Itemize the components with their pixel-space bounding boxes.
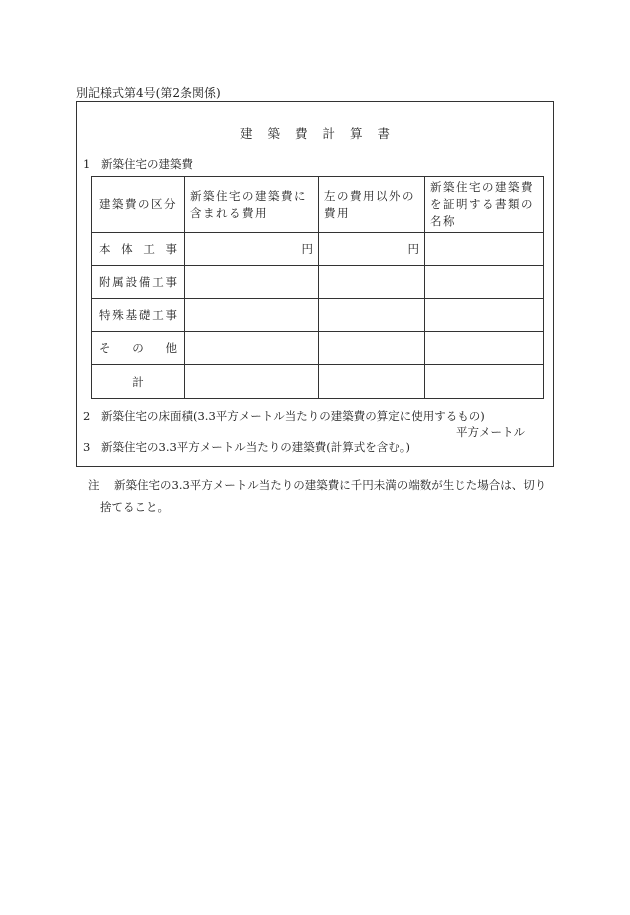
table-row <box>92 233 544 266</box>
table-row <box>92 266 544 299</box>
section-3-heading <box>83 439 410 455</box>
total-included-field[interactable] <box>185 365 319 399</box>
header-document-name: 新築住宅の建築費を証明する書類の名称 <box>425 177 544 233</box>
total-other-field[interactable] <box>319 365 425 399</box>
form-label: 別記様式第4号(第2条関係) <box>76 86 221 100</box>
table-header-row <box>92 177 544 233</box>
row-label-equipment: 附属設備工事 <box>92 266 185 299</box>
row-label-total: 計 <box>92 365 185 399</box>
equipment-other-field[interactable] <box>319 266 425 299</box>
section-2-label: 新築住宅の床面積(3.3平方メートル当たりの建築費の算定に使用するもの) <box>101 409 485 423</box>
header-other-costs: 左の費用以外の費用 <box>319 177 425 233</box>
table-row <box>92 299 544 332</box>
section-3-label: 新築住宅の3.3平方メートル当たりの建築費(計算式を含む。) <box>101 440 411 454</box>
foundation-included-field[interactable] <box>185 299 319 332</box>
row-label-special-foundation: 特殊基礎工事 <box>92 299 185 332</box>
main-construction-included-field[interactable]: 円 <box>185 233 319 266</box>
document-frame <box>76 101 554 467</box>
foundation-document-field[interactable] <box>425 299 544 332</box>
foundation-other-field[interactable] <box>319 299 425 332</box>
section-3-number: 3 <box>83 440 91 454</box>
header-category: 建築費の区分 <box>92 177 185 233</box>
document-title: 建築費計算書 <box>239 126 405 141</box>
equipment-document-field[interactable] <box>425 266 544 299</box>
section-1-heading <box>83 156 193 172</box>
cost-table <box>91 176 544 399</box>
footnote <box>88 474 558 518</box>
table-row <box>92 332 544 365</box>
other-other-field[interactable] <box>319 332 425 365</box>
section-1-label: 新築住宅の建築費 <box>101 157 193 171</box>
equipment-included-field[interactable] <box>185 266 319 299</box>
section-2-heading <box>83 408 485 424</box>
footnote-text-line2: 捨てること。 <box>100 500 169 514</box>
total-document-field[interactable] <box>425 365 544 399</box>
main-construction-document-field[interactable] <box>425 233 544 266</box>
floor-area-unit: 平方メートル <box>456 425 525 439</box>
footnote-mark: 注 <box>88 478 100 492</box>
footnote-text-line1: 新築住宅の3.3平方メートル当たりの建築費に千円未満の端数が生じた場合は、切り <box>114 478 547 492</box>
header-included-costs: 新築住宅の建築費に含まれる費用 <box>185 177 319 233</box>
other-included-field[interactable] <box>185 332 319 365</box>
table-row <box>92 365 544 399</box>
row-label-main-construction: 本体工事 <box>92 233 185 266</box>
other-document-field[interactable] <box>425 332 544 365</box>
row-label-other: その他 <box>92 332 185 365</box>
section-1-number: 1 <box>83 157 91 171</box>
main-construction-other-field[interactable]: 円 <box>319 233 425 266</box>
section-2-number: 2 <box>83 409 91 423</box>
